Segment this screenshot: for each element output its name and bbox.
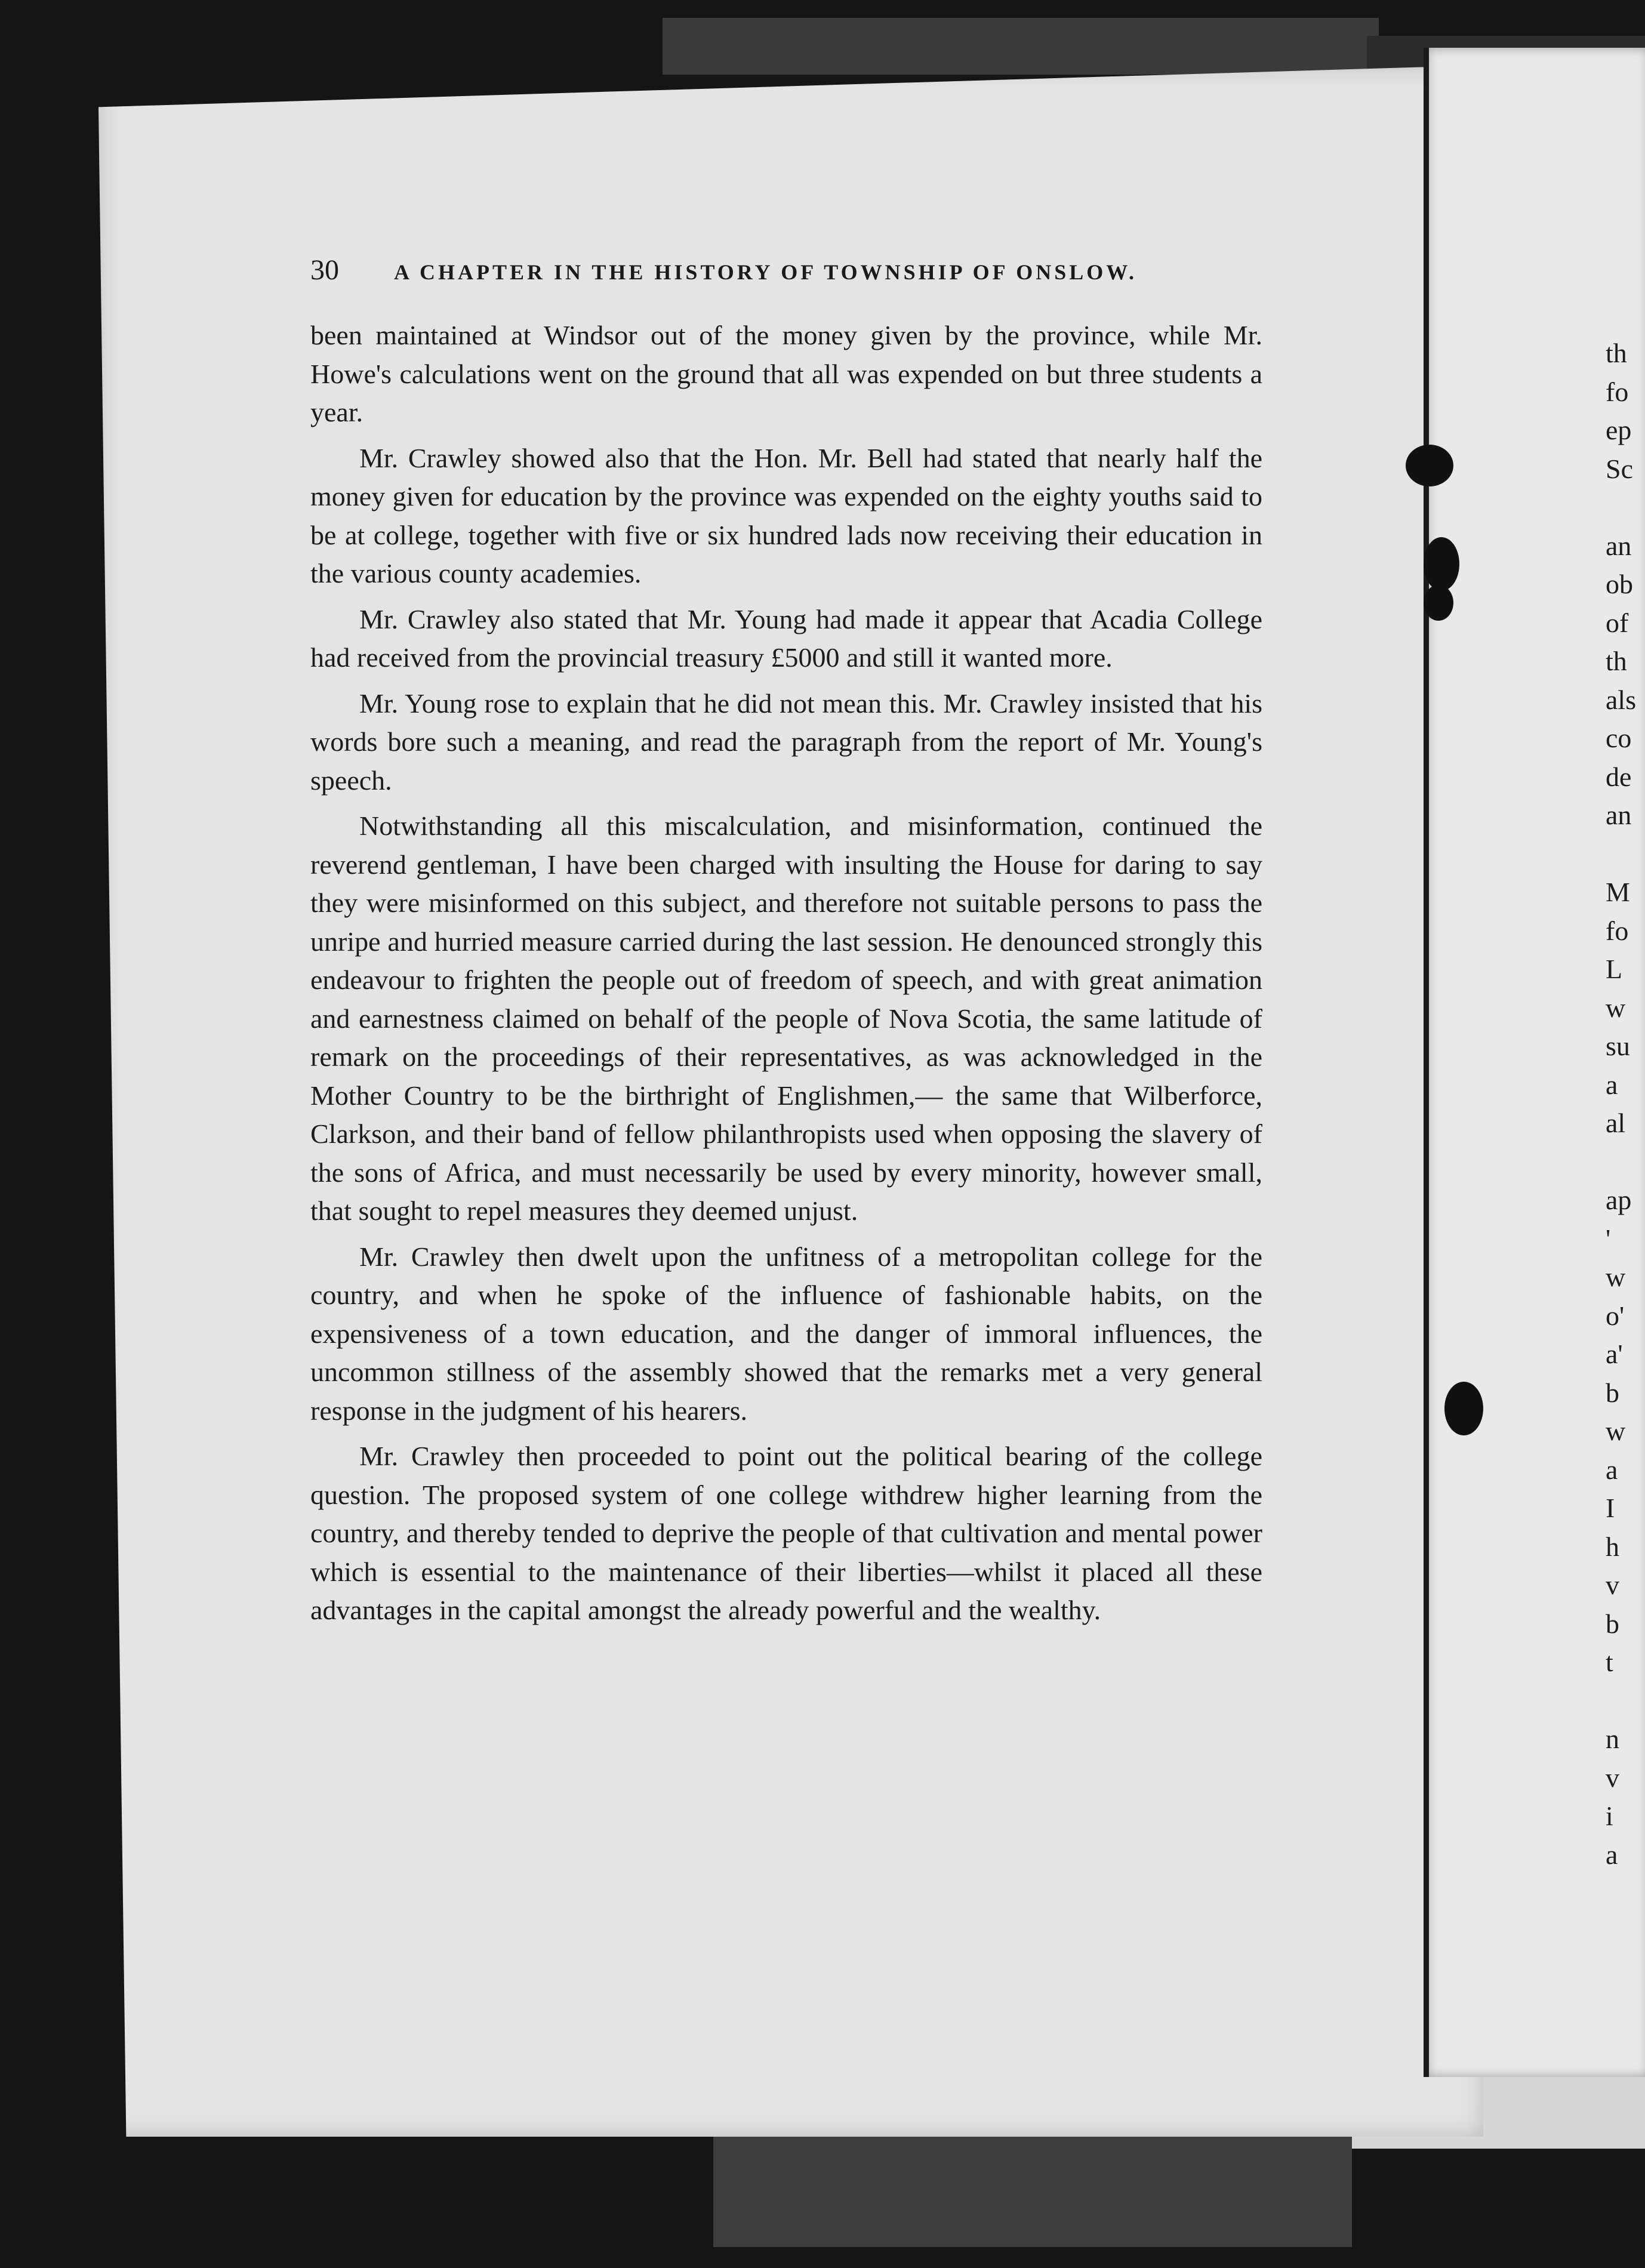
- fragment-line: de: [1606, 761, 1632, 792]
- ink-blot: [1424, 537, 1459, 591]
- fragment-line: co: [1606, 723, 1632, 753]
- running-head: A CHAPTER IN THE HISTORY OF TOWNSHIP OF ONSLOW.: [394, 260, 1137, 284]
- fragment-line: a: [1606, 1839, 1618, 1870]
- fragment-line: ob: [1606, 569, 1633, 599]
- ink-blot: [1444, 1382, 1483, 1435]
- fragment-line: an: [1606, 530, 1632, 561]
- fragment-line: o': [1606, 1300, 1625, 1331]
- fragment-line: ep: [1606, 415, 1632, 445]
- fragment-line: a: [1606, 1069, 1618, 1100]
- fragment-line: n: [1606, 1724, 1619, 1754]
- fragment-line: [1606, 835, 1645, 874]
- scan-top-strip: [663, 18, 1379, 75]
- fragment-line: al: [1606, 1108, 1626, 1138]
- ink-blot: [1424, 585, 1453, 621]
- fragment-line: th: [1606, 338, 1627, 368]
- book-gutter: [1424, 48, 1429, 2077]
- fragment-line: i: [1606, 1801, 1613, 1831]
- fragment-line: t: [1606, 1647, 1613, 1677]
- fragment-line: L: [1606, 954, 1623, 984]
- fragment-line: of: [1606, 607, 1629, 638]
- fragment-line: [1606, 1682, 1645, 1721]
- paragraph: been maintained at Windsor out of the money given by the province, while Mr. Howe's calculations went on the ground that all was expended on but three students a year.: [310, 320, 1262, 427]
- fragment-line: h: [1606, 1531, 1619, 1562]
- fragment-line: th: [1606, 646, 1627, 676]
- fragment-line: v: [1606, 1570, 1619, 1600]
- paragraph: Mr. Crawley then proceeded to point out the political bearing of the college question. The proposed system of one college withdrew higher learning from the country, and thereby tended to deprive the people of that cultivation and mental power which is essential to the maintenance of their liberties—whilst it placed all these advantages in the capital amongst the already powerful and the wealthy.: [310, 1441, 1262, 1625]
- fragment-line: a': [1606, 1339, 1623, 1369]
- page-header: [310, 254, 1265, 289]
- fragment-line: als: [1606, 684, 1637, 715]
- fragment-line: w: [1606, 992, 1626, 1023]
- fragment-line: [1606, 1143, 1645, 1182]
- fragment-line: M: [1606, 877, 1630, 907]
- scan-bottom-strip: [713, 2122, 1352, 2247]
- facing-page-text-fragments: [1606, 334, 1645, 1874]
- paragraph: Mr. Crawley showed also that the Hon. Mr. Bell had stated that nearly half the money given for education by the province was expended on the eighty youths said to be at college, together with five or six hundred lads now receiving their education in the various county academies.: [310, 442, 1262, 588]
- paragraph: Mr. Crawley then dwelt upon the unfitness of a metropolitan college for the country, and when he spoke of the influence of fashionable habits, on the expensiveness of a town education, and the danger of immoral influences, the uncommon stillness of the assembly showed that the remarks met a very general response in the judgment of his hearers.: [310, 1241, 1262, 1426]
- fragment-line: a: [1606, 1454, 1618, 1485]
- fragment-line: ap: [1606, 1185, 1632, 1215]
- fragment-line: w: [1606, 1262, 1626, 1292]
- fragment-line: v: [1606, 1762, 1619, 1793]
- paragraph: Mr. Young rose to explain that he did not mean this. Mr. Crawley insisted that his words bore such a meaning, and read the paragraph from the report of Mr. Young's speech.: [310, 688, 1262, 796]
- ink-blot: [1406, 445, 1453, 486]
- paragraph: Notwithstanding all this miscalculation, and misinformation, continued the reverend gentleman, I have been charged with insulting the House for daring to say they were misinformed on this subject, and therefore not suitable persons to pass the unripe and hurried measure carried during the last session. He denounced strongly this endeavour to frighten the people out of freedom of speech, and with great animation and earnestness claimed on behalf of the people of Nova Scotia, the same latitude of remark on the proceedings of their representatives, as was acknowledged in the Mother Country to be the birthright of Englishmen,— the same that Wilberforce, Clarkson, and their band of fellow philanthropists used when opposing the slavery of the sons of Africa, and must necessarily be used by every minority, however small, that sought to repel measures they deemed unjust.: [310, 811, 1262, 1226]
- fragment-line: ': [1606, 1223, 1611, 1254]
- fragment-line: I: [1606, 1493, 1615, 1523]
- fragment-line: w: [1606, 1416, 1626, 1446]
- fragment-line: fo: [1606, 376, 1629, 407]
- fragment-line: b: [1606, 1377, 1619, 1408]
- page-number: 30: [310, 254, 339, 286]
- fragment-line: su: [1606, 1031, 1630, 1061]
- paragraph: Mr. Crawley also stated that Mr. Young had made it appear that Acadia College had received from the provincial treasury £5000 and still it wanted more.: [310, 603, 1262, 673]
- fragment-line: Sc: [1606, 453, 1633, 484]
- fragment-line: an: [1606, 800, 1632, 830]
- fragment-line: fo: [1606, 915, 1629, 946]
- fragment-line: [1606, 488, 1645, 527]
- body-text: [310, 316, 1262, 1637]
- fragment-line: b: [1606, 1608, 1619, 1639]
